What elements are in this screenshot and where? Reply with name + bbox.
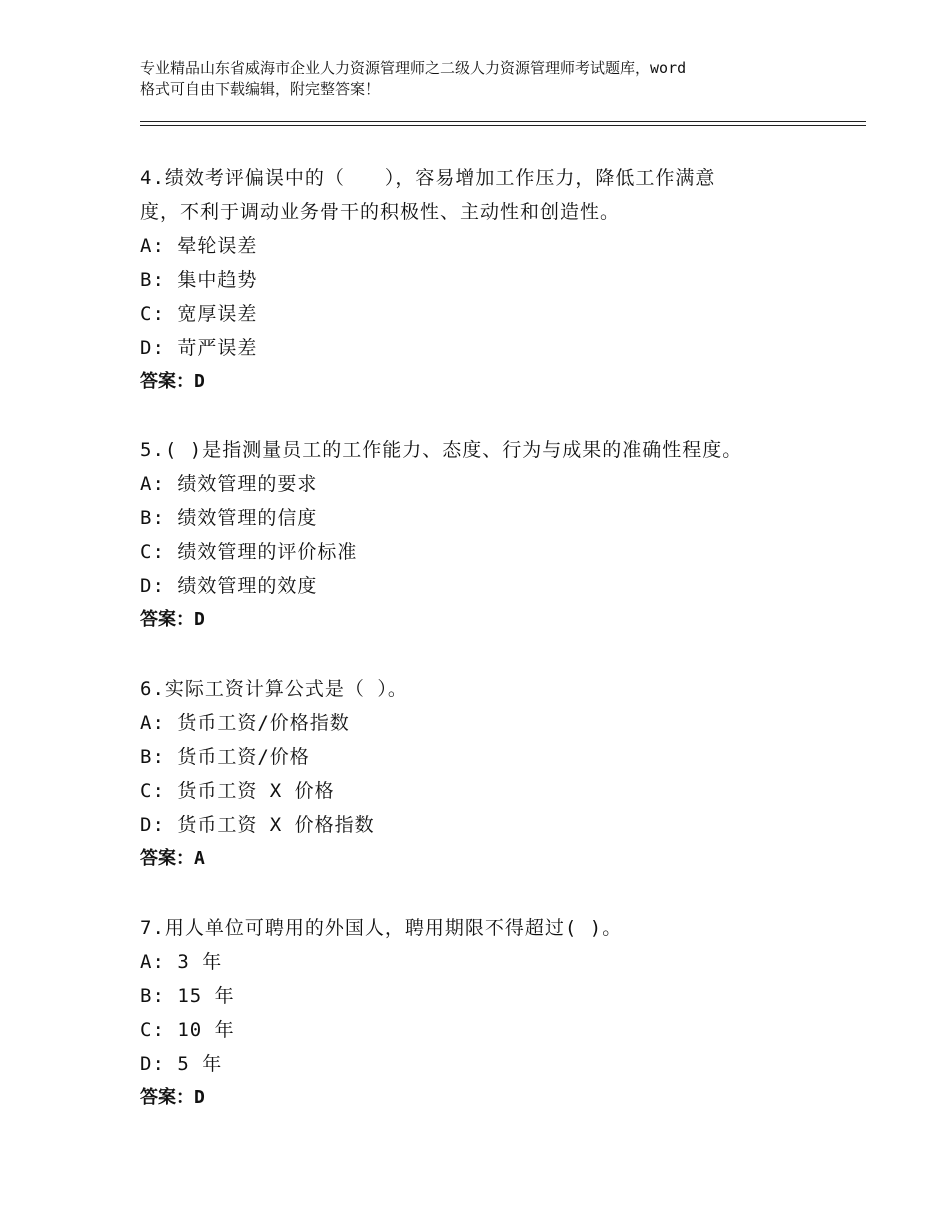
question-stem-line: 4.绩效考评偏误中的（ ），容易增加工作压力，降低工作满意 [140,167,716,189]
question-stem-line: 度，不利于调动业务骨干的积极性、主动性和创造性。 [140,201,621,223]
option-d: D: 苛严误差 [140,337,258,359]
header-rule-bottom [140,125,866,126]
option-c: C: 货币工资 X 价格 [140,780,335,802]
document-header [140,58,830,100]
question-stem-line: 5.( )是指测量员工的工作能力、态度、行为与成果的准确性程度。 [140,439,743,461]
header-rule-top [140,121,866,122]
question-7 [140,911,840,1115]
option-b: B: 15 年 [140,985,235,1007]
option-b: B: 绩效管理的信度 [140,507,318,529]
answer: 答案：D [140,371,205,392]
option-a: A: 绩效管理的要求 [140,473,318,495]
option-c: C: 绩效管理的评价标准 [140,541,358,563]
option-d: D: 5 年 [140,1053,223,1075]
option-a: A: 货币工资/价格指数 [140,712,350,734]
answer: 答案：D [140,609,205,630]
header-line-2: 格式可自由下载编辑，附完整答案！ [140,80,381,98]
option-c: C: 10 年 [140,1019,235,1041]
option-a: A: 3 年 [140,951,223,973]
answer: 答案：D [140,1087,205,1108]
answer: 答案：A [140,848,205,869]
option-c: C: 宽厚误差 [140,303,258,325]
option-d: D: 货币工资 X 价格指数 [140,814,375,836]
option-b: B: 货币工资/价格 [140,746,310,768]
question-stem-line: 6.实际工资计算公式是（ ）。 [140,678,408,700]
option-b: B: 集中趋势 [140,269,258,291]
question-4 [140,161,840,399]
header-line-1: 专业精品山东省威海市企业人力资源管理师之二级人力资源管理师考试题库，word [140,59,687,77]
question-6 [140,672,840,876]
option-d: D: 绩效管理的效度 [140,575,318,597]
question-5 [140,433,840,637]
option-a: A: 晕轮误差 [140,235,258,257]
question-stem-line: 7.用人单位可聘用的外国人，聘用期限不得超过( )。 [140,917,623,939]
